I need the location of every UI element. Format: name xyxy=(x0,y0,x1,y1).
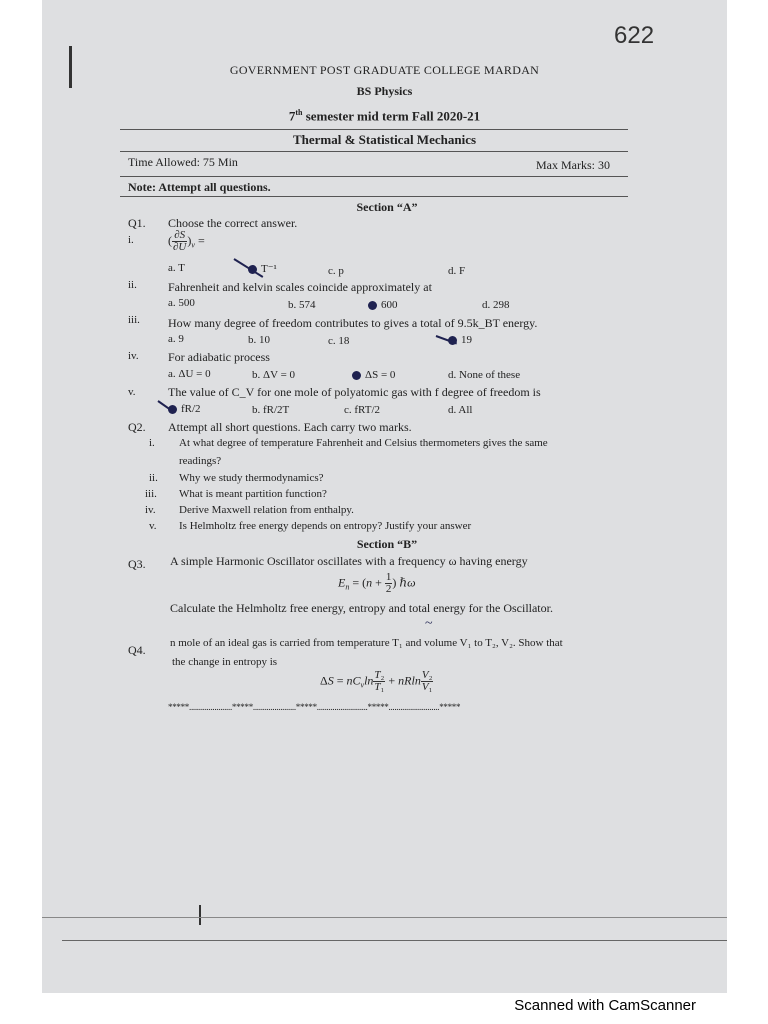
q2-v-text: Is Helmholtz free energy depends on entropy? Justify your answer xyxy=(179,520,472,532)
q3-text: A simple Harmonic Oscillator oscillates with a frequency ω having energy xyxy=(170,554,528,568)
note: Note: Attempt all questions. xyxy=(128,180,271,194)
scanner-watermark: Scanned with CamScanner xyxy=(514,997,696,1014)
q1-v-option-a xyxy=(168,403,201,415)
q1-v-option-a-text: fR/2 xyxy=(181,403,201,415)
bottom-rule xyxy=(62,940,727,941)
q1-v-option-b: b. fR/2T xyxy=(252,404,290,416)
q1-ii-option-d: d. 298 xyxy=(482,299,510,311)
q2-v-roman: v. xyxy=(149,520,157,532)
q3-equation: $E_n = (n$ + $\frac{1}{2}$ ) ℏω xyxy=(338,571,416,595)
q2-iv-text: Derive Maxwell relation from enthalpy. xyxy=(179,504,354,516)
q1-iii-option-a: a. 9 xyxy=(168,333,184,345)
q4-number: Q4. xyxy=(128,643,146,657)
rule xyxy=(120,196,628,197)
term-suffix: th xyxy=(295,108,303,117)
end-of-paper-line: *****......................*****......................*****..........................*****..........................***** xyxy=(168,702,461,712)
q2-i-text: At what degree of temperature Fahrenheit and Celsius thermometers gives the same xyxy=(179,437,548,449)
q1-iv-option-a: a. ΔU = 0 xyxy=(168,368,211,380)
section-b-heading: Section “B” xyxy=(356,537,418,551)
tick-mark: ~ xyxy=(425,616,433,631)
q2-prompt: Attempt all short questions. Each carry two marks. xyxy=(168,420,412,434)
q1-iv-option-b: b. ΔV = 0 xyxy=(252,369,296,381)
q2-number: Q2. xyxy=(128,420,146,434)
term-number: 7 xyxy=(288,108,296,124)
rule xyxy=(120,129,628,130)
bottom-rule xyxy=(42,917,727,918)
q1-v-option-d: d. All xyxy=(448,404,473,416)
subject-title: Thermal & Statistical Mechanics xyxy=(292,132,477,147)
q1-ii-text: Fahrenheit and kelvin scales coincide approximately at xyxy=(168,280,432,294)
section-a-heading: Section “A” xyxy=(356,200,418,214)
rule xyxy=(120,176,628,177)
q1-number: Q1. xyxy=(128,216,146,230)
page-number: 622 xyxy=(614,22,655,49)
q1-i-formula: ( $\frac{\partial S}{\partial U}$ )$_v$ = xyxy=(168,229,205,253)
scanned-page xyxy=(42,0,727,993)
q1-iv-option-d: d. None of these xyxy=(448,369,521,381)
college-name: GOVERNMENT POST GRADUATE COLLEGE MARDAN xyxy=(229,63,540,77)
bottom-tick xyxy=(199,905,201,925)
q1-iv-text: For adiabatic process xyxy=(168,350,270,364)
selected-answer-mark xyxy=(352,371,361,380)
q1-v-roman: v. xyxy=(128,386,136,398)
q1-iv-option-c xyxy=(352,369,395,381)
q1-ii-option-a: a. 500 xyxy=(168,297,195,309)
term-rest: semester mid term Fall 2020-21 xyxy=(302,108,481,124)
q2-ii-roman: ii. xyxy=(149,472,158,484)
time-allowed: Time Allowed: 75 Min xyxy=(128,155,238,169)
q1-iv-option-c-text: ΔS = 0 xyxy=(365,369,396,381)
q2-i-text-cont: readings? xyxy=(179,455,222,467)
q1-ii-option-b: b. 574 xyxy=(288,299,316,311)
q1-i-option-d: d. F xyxy=(448,265,466,277)
q1-iii-option-c: c. 18 xyxy=(328,335,350,347)
q1-ii-roman: ii. xyxy=(128,279,137,291)
q2-i-roman: i. xyxy=(149,437,155,449)
q1-iii-option-b: b. 10 xyxy=(248,334,270,346)
q3-number: Q3. xyxy=(128,557,146,571)
q1-ii-option-c-text: 600 xyxy=(381,299,398,311)
q1-prompt: Choose the correct answer. xyxy=(168,216,298,230)
q1-i-option-a: a. T xyxy=(168,262,185,274)
q1-i-roman: i. xyxy=(128,234,134,246)
selected-answer-mark xyxy=(368,301,377,310)
q3-task: Calculate the Helmholtz free energy, entropy and total energy for the Oscillator. xyxy=(170,601,553,615)
q4-text-cont: the change in entropy is xyxy=(172,656,278,668)
max-marks: Max Marks: 30 xyxy=(536,158,610,172)
q2-ii-text: Why we study thermodynamics? xyxy=(179,472,324,484)
q1-iii-option-d-text: 19 xyxy=(461,334,472,346)
rule xyxy=(120,151,628,152)
q1-v-option-c: c. fRT/2 xyxy=(344,404,380,416)
q2-iii-text: What is meant partition function? xyxy=(179,488,327,500)
q1-i-option-c: c. p xyxy=(328,265,344,277)
q2-iv-roman: iv. xyxy=(145,504,156,516)
q1-i-option-b-text: T⁻¹ xyxy=(261,263,277,275)
q1-iii-text: How many degree of freedom contributes to gives a total of 9.5k_BT energy. xyxy=(168,316,538,330)
program: BS Physics xyxy=(356,84,413,98)
q2-iii-roman: iii. xyxy=(145,488,157,500)
q4-equation: $\Delta S = nC_v\ln$ $\frac{\text{T₂}}{\text{T₁}}$ + nRln $\frac{\text{V₂}}{\text{V₁}}$ xyxy=(320,669,433,693)
q1-iii-roman: iii. xyxy=(128,314,140,326)
semester-line xyxy=(42,108,727,124)
q4-text: n mole of an ideal gas is carried from temperature T₁ and volume V₁ to T₂, V₂. Show that xyxy=(170,637,563,649)
footer-band xyxy=(0,995,768,1024)
q1-ii-option-c xyxy=(368,299,398,311)
q1-iv-roman: iv. xyxy=(128,350,139,362)
q1-v-text: The value of C_V for one mole of polyatomic gas with f degree of freedom is xyxy=(168,385,541,399)
